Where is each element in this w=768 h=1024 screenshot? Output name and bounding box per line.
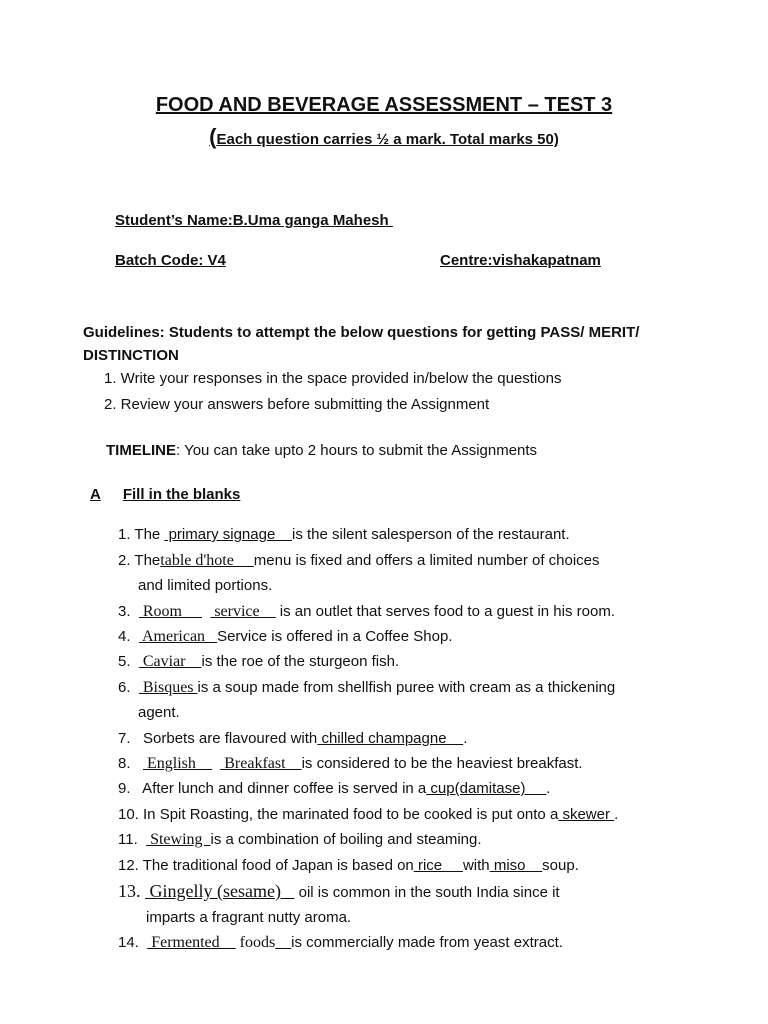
q-text: 5. <box>118 653 139 670</box>
q-text: 1. The <box>118 526 165 543</box>
question-7 <box>118 730 467 747</box>
subtitle-text: Each question carries ½ a mark. Total marks 50) <box>216 131 559 148</box>
answer-blank <box>275 934 291 951</box>
answer-blank: primary signage <box>164 526 292 543</box>
q-text: . <box>614 806 619 823</box>
question-9 <box>118 780 550 797</box>
q-text: 2. The <box>118 552 161 569</box>
q-text: is the silent salesperson of the restaurant. <box>291 526 570 543</box>
q-text: is a combination of boiling and steaming. <box>210 831 482 848</box>
centre-label: Centre: <box>440 252 493 269</box>
timeline-note <box>106 442 537 459</box>
question-8 <box>118 755 583 773</box>
q-text: 12. The traditional food of Japan is based on <box>118 857 414 874</box>
q-text: Service is offered in a Coffee Shop. <box>217 628 453 645</box>
question-13-cont: imparts a fragrant nutty aroma. <box>146 909 352 926</box>
q-text: 14. <box>118 934 148 951</box>
q-text: . <box>463 730 468 747</box>
question-11 <box>118 831 482 849</box>
question-4 <box>118 628 453 646</box>
q-text <box>212 755 220 772</box>
q-text: 8. <box>118 755 144 772</box>
answer-blank: rice <box>413 857 463 874</box>
q-text: is a soup made from shellfish puree with cream as a thickening <box>197 679 616 696</box>
answer-blank: Caviar <box>138 653 202 670</box>
section-heading <box>90 486 240 503</box>
q-text: . <box>546 780 551 797</box>
q-text: is an outlet that serves food to a guest in his room. <box>275 603 615 620</box>
q-text: 11. <box>118 831 147 848</box>
answer-blank: Breakfast <box>220 755 302 772</box>
timeline-text: : You can take upto 2 hours to submit the Assignments <box>176 442 538 459</box>
answer-blank: Fermented <box>147 934 236 951</box>
section-letter: A <box>90 486 101 503</box>
q-text: soup. <box>542 857 579 874</box>
q-text: 6. <box>118 679 139 696</box>
page-title: FOOD AND BEVERAGE ASSESSMENT – TEST 3 <box>155 94 613 116</box>
student-name-field <box>115 212 393 229</box>
answer-blank: miso <box>489 857 543 874</box>
q-text: oil is common in the south India since it <box>294 884 560 901</box>
q-text: menu is fixed and offers a limited number of choices <box>253 552 600 569</box>
guideline-item: 2. Review your answers before submitting the Assignment <box>104 396 490 413</box>
question-2-cont: and limited portions. <box>138 577 273 594</box>
q-text: 3. <box>118 603 139 620</box>
answer-blank: table d'hote <box>160 552 254 569</box>
guideline-item: 1. Write your responses in the space provided in/below the questions <box>104 370 562 387</box>
answer-blank: service <box>210 603 276 620</box>
batch-code-label: Batch Code: <box>115 252 208 269</box>
question-12 <box>118 857 579 874</box>
centre-field <box>440 252 601 269</box>
q-text: is considered to be the heaviest breakfast. <box>301 755 583 772</box>
answer-blank: skewer <box>558 806 615 823</box>
batch-code-field <box>115 252 226 269</box>
answer-blank: cup(damitase) <box>426 780 547 797</box>
q-text: is commercially made from yeast extract. <box>291 934 563 951</box>
question-14 <box>118 934 563 952</box>
q-text: 9. After lunch and dinner coffee is served in a <box>118 780 427 797</box>
centre-value: vishakapatnam <box>492 252 601 269</box>
answer-blank: English <box>143 755 212 772</box>
q-text: 10. In Spit Roasting, the marinated food to be cooked is put onto a <box>118 806 559 823</box>
answer-blank: Bisques <box>138 679 198 696</box>
page-subtitle <box>0 124 768 150</box>
question-2 <box>118 552 600 570</box>
guidelines-heading: Guidelines: Students to attempt the below questions for getting PASS/ MERIT/ <box>83 324 640 341</box>
guidelines-heading-cont: DISTINCTION <box>83 347 179 364</box>
timeline-label: TIMELINE <box>106 442 176 459</box>
q-text: with <box>462 857 490 874</box>
subtitle-paren: ( <box>209 124 217 149</box>
q-text: 13. <box>118 881 145 901</box>
q-text: is the roe of the sturgeon fish. <box>201 653 400 670</box>
answer-blank: American <box>138 628 218 645</box>
question-6 <box>118 679 615 697</box>
question-3 <box>118 603 615 621</box>
section-title: Fill in the blanks <box>122 486 241 503</box>
q-text: 4. <box>118 628 139 645</box>
q-text: 7. Sorbets are flavoured with <box>118 730 318 747</box>
answer-blank: chilled champagne <box>317 730 464 747</box>
answer-blank: Stewing <box>146 831 211 848</box>
student-name-label: Student’s Name: <box>115 212 233 229</box>
question-5 <box>118 653 399 671</box>
answer-blank: Gingelly (sesame) <box>145 881 295 901</box>
q-text: foods <box>235 934 276 951</box>
batch-code-value: V4 <box>207 252 226 269</box>
question-10 <box>118 806 618 823</box>
question-6-cont: agent. <box>138 704 180 721</box>
answer-blank: Room <box>138 603 202 620</box>
question-1 <box>118 526 570 543</box>
student-name-value: B.Uma ganga Mahesh <box>232 212 393 229</box>
question-13 <box>118 881 560 902</box>
